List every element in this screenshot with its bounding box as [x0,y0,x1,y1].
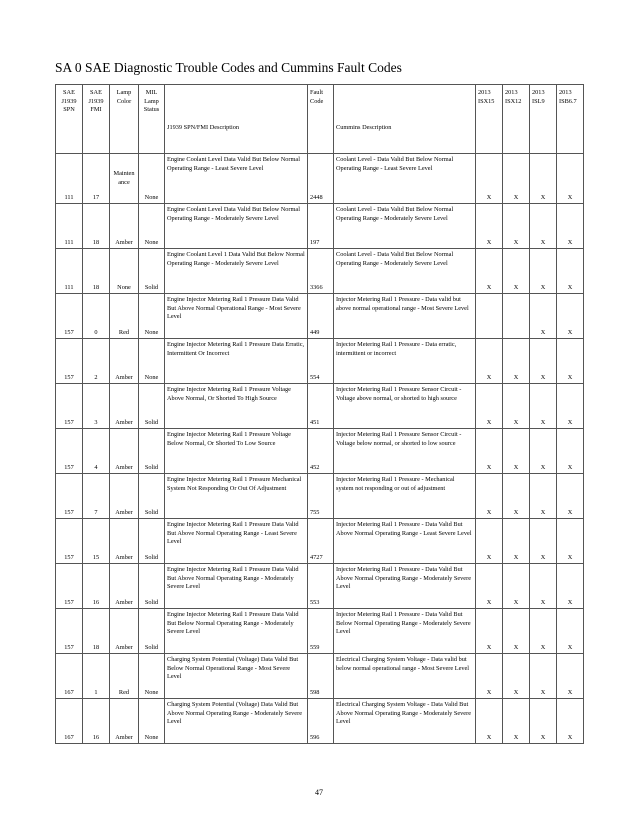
cell-fault-code: 553 [308,564,334,609]
cell-isb67: X [557,429,584,474]
cell-mil-status: None [139,654,165,699]
cell-isb67: X [557,339,584,384]
cell-isx12: X [503,519,530,564]
cell-lamp-color: Amber [110,204,139,249]
table-row [56,249,584,294]
cell-j1939-description: Engine Injector Metering Rail 1 Pressure Data Erratic, Intermittent Or Incorrect [165,339,308,384]
table-row [56,204,584,249]
cell-j1939-description: Engine Injector Metering Rail 1 Pressure Data Valid But Below Normal Operating Range - Moderately Severe Level [165,609,308,654]
cell-mil-status: Solid [139,609,165,654]
cell-mil-status: Solid [139,474,165,519]
cell-isx15: X [476,339,503,384]
cell-isl9: X [530,294,557,339]
cell-fmi: 16 [83,564,110,609]
cell-cummins-description: Injector Metering Rail 1 Pressure - Data erratic, intermittent or incorrect [334,339,476,384]
table-row [56,654,584,699]
header-fault-code: Fault Code [308,85,334,154]
cell-spn: 157 [56,384,83,429]
cell-isx12: X [503,339,530,384]
cell-isb67: X [557,699,584,744]
table-row [56,429,584,474]
cell-cummins-description: Coolant Level - Data Valid But Below Normal Operating Range - Moderately Severe Level [334,204,476,249]
cell-j1939-description: Engine Coolant Level 1 Data Valid But Below Normal Operating Range - Moderately Severe Level [165,249,308,294]
cell-isx15: X [476,564,503,609]
table-row [56,519,584,564]
cell-isl9: X [530,654,557,699]
header-isx12: 2013 ISX12 [503,85,530,154]
cell-lamp-color: Amber [110,384,139,429]
table-header-row [56,85,584,154]
table-row [56,339,584,384]
cell-cummins-description: Coolant Level - Data Valid But Below Normal Operating Range - Moderately Severe Level [334,249,476,294]
cell-fault-code: 451 [308,384,334,429]
cell-isx12: X [503,384,530,429]
cell-spn: 111 [56,154,83,204]
cell-fault-code: 559 [308,609,334,654]
table-row [56,384,584,429]
cell-mil-status: Solid [139,429,165,474]
cell-spn: 111 [56,204,83,249]
cell-isl9: X [530,204,557,249]
cell-isx12: X [503,699,530,744]
cell-mil-status: Solid [139,564,165,609]
cell-j1939-description: Engine Coolant Level Data Valid But Below Normal Operating Range - Moderately Severe Level [165,204,308,249]
cell-isl9: X [530,699,557,744]
cell-lamp-color: None [110,249,139,294]
cell-mil-status: Solid [139,249,165,294]
cell-isb67: X [557,154,584,204]
header-isb67: 2013 ISB6.7 [557,85,584,154]
cell-isx15: X [476,519,503,564]
cell-j1939-description: Engine Injector Metering Rail 1 Pressure Mechanical System Not Responding Or Out Of Adjustment [165,474,308,519]
table-row [56,699,584,744]
cell-j1939-description: Engine Injector Metering Rail 1 Pressure Data Valid But Above Normal Operating Range - Moderately Severe Level [165,564,308,609]
cell-isx15: X [476,474,503,519]
cell-fmi: 18 [83,249,110,294]
cell-lamp-color: Red [110,294,139,339]
cell-spn: 157 [56,564,83,609]
cell-j1939-description: Engine Injector Metering Rail 1 Pressure Voltage Below Normal, Or Shorted To Low Source [165,429,308,474]
cell-isl9: X [530,474,557,519]
cell-isx15 [476,294,503,339]
cell-fmi: 1 [83,654,110,699]
cell-isb67: X [557,204,584,249]
cell-cummins-description: Electrical Charging System Voltage - Data valid but below normal operational range - Most Severe Level [334,654,476,699]
cell-isx12: X [503,654,530,699]
cell-fmi: 18 [83,204,110,249]
cell-j1939-description: Engine Coolant Level Data Valid But Below Normal Operating Range - Least Severe Level [165,154,308,204]
cell-isl9: X [530,564,557,609]
cell-spn: 157 [56,339,83,384]
cell-isx15: X [476,699,503,744]
table-row [56,154,584,204]
table-row [56,564,584,609]
cell-j1939-description: Engine Injector Metering Rail 1 Pressure Data Valid But Above Normal Operating Range - Least Severe Level [165,519,308,564]
page-title: SA 0 SAE Diagnostic Trouble Codes and Cummins Fault Codes [55,60,402,75]
header-lamp-color: Lamp Color [110,85,139,154]
cell-fault-code: 197 [308,204,334,249]
cell-fault-code: 2448 [308,154,334,204]
cell-spn: 167 [56,699,83,744]
cell-fault-code: 452 [308,429,334,474]
table-row [56,474,584,519]
table-row [56,609,584,654]
table-row [56,294,584,339]
cell-isx12: X [503,249,530,294]
header-mil-status: MIL Lamp Status [139,85,165,154]
cell-fault-code: 755 [308,474,334,519]
cell-cummins-description: Injector Metering Rail 1 Pressure Sensor Circuit - Voltage above normal, or shorted to high source [334,384,476,429]
cell-j1939-description: Charging System Potential (Voltage) Data Valid But Below Normal Operational Range - Most Severe Level [165,654,308,699]
cell-isx15: X [476,429,503,474]
page-number: 47 [315,788,323,797]
cell-cummins-description: Electrical Charging System Voltage - Data Valid But Above Normal Operating Range - Moderately Severe Level [334,699,476,744]
cell-lamp-color: Amber [110,474,139,519]
cell-fmi: 17 [83,154,110,204]
cell-isl9: X [530,249,557,294]
cell-mil-status: None [139,339,165,384]
cell-lamp-color: Amber [110,429,139,474]
cell-fmi: 7 [83,474,110,519]
cell-spn: 157 [56,294,83,339]
cell-lamp-color: Mainten ance [110,154,139,204]
cell-spn: 157 [56,429,83,474]
header-spn: SAE J1939 SPN [56,85,83,154]
cell-mil-status: None [139,204,165,249]
cell-cummins-description: Coolant Level - Data Valid But Below Normal Operating Range - Least Severe Level [334,154,476,204]
fault-codes-table [55,84,584,744]
cell-spn: 157 [56,519,83,564]
cell-fault-code: 554 [308,339,334,384]
header-isl9: 2013 ISL9 [530,85,557,154]
cell-mil-status: None [139,154,165,204]
cell-spn: 157 [56,609,83,654]
cell-spn: 167 [56,654,83,699]
cell-j1939-description: Engine Injector Metering Rail 1 Pressure Voltage Above Normal, Or Shorted To High Source [165,384,308,429]
cell-isb67: X [557,609,584,654]
cell-isb67: X [557,519,584,564]
cell-cummins-description: Injector Metering Rail 1 Pressure - Data Valid But Above Normal Operating Range - Least Severe Level [334,519,476,564]
header-isx15: 2013 ISX15 [476,85,503,154]
cell-lamp-color: Amber [110,339,139,384]
cell-mil-status: Solid [139,384,165,429]
cell-fmi: 16 [83,699,110,744]
cell-isx12: X [503,564,530,609]
cell-isb67: X [557,249,584,294]
cell-lamp-color: Amber [110,699,139,744]
cell-isb67: X [557,564,584,609]
cell-isl9: X [530,429,557,474]
cell-j1939-description: Engine Injector Metering Rail 1 Pressure Data Valid But Above Normal Operational Range - Most Severe Level [165,294,308,339]
cell-lamp-color: Amber [110,564,139,609]
cell-mil-status: None [139,294,165,339]
cell-isx15: X [476,249,503,294]
cell-lamp-color: Red [110,654,139,699]
cell-mil-status: None [139,699,165,744]
cell-fault-code: 3366 [308,249,334,294]
cell-isl9: X [530,609,557,654]
cell-cummins-description: Injector Metering Rail 1 Pressure - Data Valid But Below Normal Operating Range - Moderately Severe Level [334,609,476,654]
cell-fmi: 0 [83,294,110,339]
cell-lamp-color: Amber [110,519,139,564]
cell-mil-status: Solid [139,519,165,564]
cell-lamp-color: Amber [110,609,139,654]
header-cummins-description: Cummins Description [334,85,476,154]
cell-fault-code: 4727 [308,519,334,564]
cell-isl9: X [530,519,557,564]
header-fmi: SAE J1939 FMI [83,85,110,154]
cell-isx15: X [476,204,503,249]
cell-fault-code: 596 [308,699,334,744]
cell-fault-code: 598 [308,654,334,699]
cell-isl9: X [530,384,557,429]
cell-fmi: 18 [83,609,110,654]
cell-j1939-description: Charging System Potential (Voltage) Data Valid But Above Normal Operating Range - Moderately Severe Level [165,699,308,744]
cell-fault-code: 449 [308,294,334,339]
cell-fmi: 2 [83,339,110,384]
cell-cummins-description: Injector Metering Rail 1 Pressure - Data valid but above normal operational range - Most Severe Level [334,294,476,339]
cell-cummins-description: Injector Metering Rail 1 Pressure Sensor Circuit - Voltage below normal, or shorted to low source [334,429,476,474]
cell-cummins-description: Injector Metering Rail 1 Pressure - Data Valid But Above Normal Operating Range - Moderately Severe Level [334,564,476,609]
cell-isx15: X [476,609,503,654]
cell-fmi: 15 [83,519,110,564]
cell-cummins-description: Injector Metering Rail 1 Pressure - Mechanical system not responding or out of adjustment [334,474,476,519]
cell-isx12: X [503,609,530,654]
cell-spn: 111 [56,249,83,294]
cell-isx12: X [503,474,530,519]
cell-isx12: X [503,204,530,249]
cell-isx12: X [503,429,530,474]
cell-isl9: X [530,339,557,384]
cell-isx15: X [476,384,503,429]
cell-isx12: X [503,154,530,204]
cell-isx15: X [476,154,503,204]
header-j1939-description: J1939 SPN/FMI Description [165,85,308,154]
cell-isx12 [503,294,530,339]
cell-fmi: 4 [83,429,110,474]
cell-isl9: X [530,154,557,204]
cell-isb67: X [557,294,584,339]
cell-fmi: 3 [83,384,110,429]
cell-isx15: X [476,654,503,699]
cell-spn: 157 [56,474,83,519]
table-body [56,154,584,744]
cell-isb67: X [557,474,584,519]
cell-isb67: X [557,654,584,699]
cell-isb67: X [557,384,584,429]
